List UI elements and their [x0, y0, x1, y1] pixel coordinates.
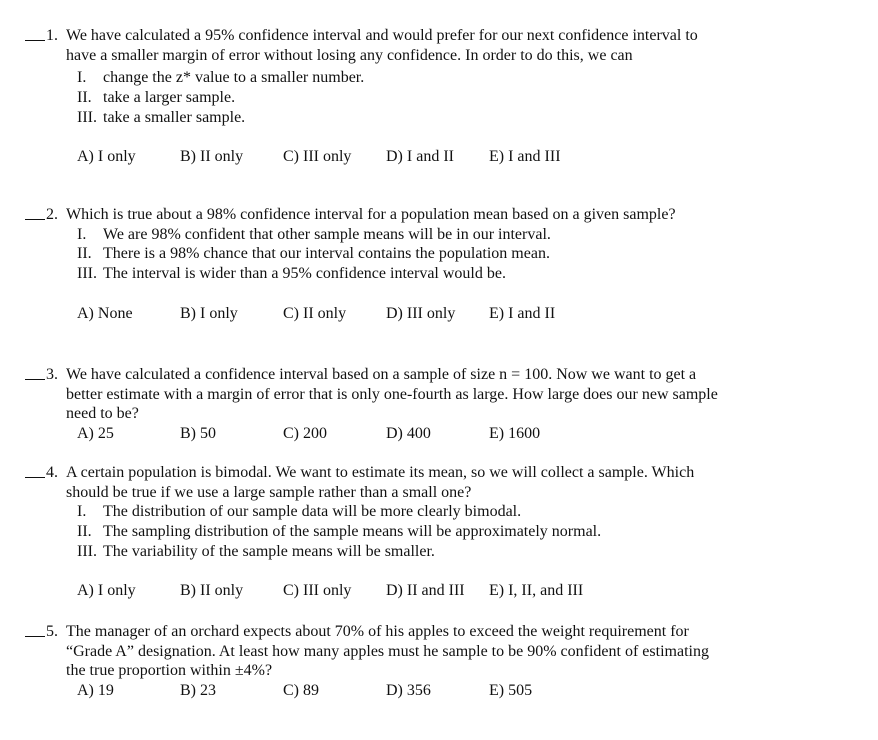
answer-blank[interactable] — [25, 617, 45, 637]
answer-choices — [77, 304, 725, 324]
choice-c[interactable]: C) 200 — [283, 424, 327, 442]
choice-d[interactable]: D) II and III — [386, 582, 465, 600]
choice-e[interactable]: E) I and II — [489, 304, 556, 322]
choice-e[interactable]: E) I and III — [489, 148, 561, 166]
question-1 — [25, 26, 725, 167]
statement: III. The variability of the sample means will be smaller. — [77, 542, 435, 560]
choice-a[interactable]: A) 19 — [77, 681, 114, 699]
answer-blank[interactable] — [25, 21, 45, 41]
question-text: The manager of an orchard expects about 70% of his apples to exceed the weight requirement for “Grade A” designation. At least how many apples must he sample to be 90% confident of estimating the true proportion within ±4%? — [66, 623, 709, 679]
choice-d[interactable]: D) 356 — [386, 681, 431, 699]
choice-c[interactable]: C) III only — [283, 582, 352, 600]
answer-choices — [77, 424, 725, 444]
answer-choices — [77, 681, 725, 701]
question-3 — [25, 365, 725, 444]
choice-b[interactable]: B) II only — [180, 582, 244, 600]
statement: II. take a larger sample. — [77, 88, 236, 106]
choice-a[interactable]: A) I only — [77, 148, 136, 166]
choice-b[interactable]: B) 50 — [180, 424, 216, 442]
answer-blank[interactable] — [25, 200, 45, 220]
answer-blank[interactable] — [25, 360, 45, 380]
question-text: Which is true about a 98% confidence interval for a population mean based on a given sample? — [66, 206, 676, 223]
choice-a[interactable]: A) None — [77, 304, 133, 322]
choice-c[interactable]: C) III only — [283, 148, 352, 166]
choice-e[interactable]: E) 505 — [489, 681, 533, 699]
question-5 — [25, 622, 725, 701]
question-text: We have calculated a confidence interval based on a sample of size n = 100. Now we want to get a better estimate with a margin of error that is only one-fourth as large. How large does our new sample need to be? — [66, 366, 718, 422]
question-number: 5. — [46, 623, 58, 640]
statement-list — [77, 225, 725, 284]
choice-b[interactable]: B) I only — [180, 304, 238, 322]
question-number: 1. — [46, 27, 58, 44]
statement: III. take a smaller sample. — [77, 108, 246, 126]
choice-a[interactable]: A) 25 — [77, 424, 114, 442]
statement-list — [77, 502, 725, 561]
choice-a[interactable]: A) I only — [77, 582, 136, 600]
question-2 — [25, 205, 725, 324]
choice-d[interactable]: D) III only — [386, 304, 456, 322]
statement: I. change the z* value to a smaller number. — [77, 69, 365, 86]
choice-b[interactable]: B) 23 — [180, 681, 216, 699]
question-number: 2. — [46, 206, 58, 223]
answer-blank[interactable] — [25, 458, 45, 478]
statement: III. The interval is wider than a 95% confidence interval would be. — [77, 265, 506, 283]
statement-list — [77, 68, 725, 127]
choice-c[interactable]: C) 89 — [283, 681, 319, 699]
question-number: 4. — [46, 464, 58, 481]
answer-choices — [77, 147, 725, 167]
choice-d[interactable]: D) I and II — [386, 148, 454, 166]
choice-d[interactable]: D) 400 — [386, 424, 431, 442]
question-4 — [25, 463, 725, 601]
choice-e[interactable]: E) 1600 — [489, 424, 541, 442]
question-text: A certain population is bimodal. We want to estimate its mean, so we will collect a sample. Which should be true if we use a large sample rather than a small one? — [66, 464, 695, 501]
statement: II. There is a 98% chance that our interval contains the population mean. — [77, 245, 550, 263]
question-text: We have calculated a 95% confidence interval and would prefer for our next confidence interval to have a smaller margin of error without losing any confidence. In order to do this, we can — [66, 27, 698, 64]
answer-choices — [77, 581, 725, 601]
statement: I. The distribution of our sample data will be more clearly bimodal. — [77, 503, 522, 520]
question-number: 3. — [46, 366, 58, 383]
statement: II. The sampling distribution of the sample means will be approximately normal. — [77, 522, 602, 540]
choice-c[interactable]: C) II only — [283, 304, 347, 322]
statement: I. We are 98% confident that other sample means will be in our interval. — [77, 225, 551, 243]
choice-e[interactable]: E) I, II, and III — [489, 582, 584, 600]
choice-b[interactable]: B) II only — [180, 148, 244, 166]
